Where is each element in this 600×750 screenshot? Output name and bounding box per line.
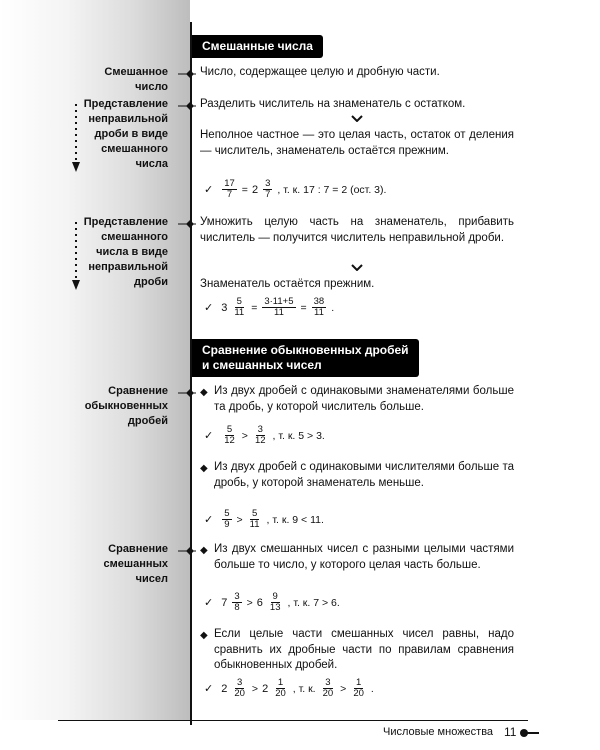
fraction: $\frac{5}{9}$ — [224, 508, 230, 530]
bullet-equal-whole: ◆ Если целые части смешанных чисел равны, надо сравнить их дробные части по правилам сравнения обыкновенных дробей. — [200, 628, 514, 671]
fraction: $\frac{17}{7}$ — [224, 178, 235, 200]
fraction: $\frac{5}{11}$ — [249, 508, 260, 530]
connector-diamond-icon — [178, 219, 196, 229]
fraction: $\frac{1}{20}$ — [353, 677, 364, 699]
dotted-arrow-icon — [72, 104, 80, 174]
section-header-mixed — [192, 35, 323, 58]
chevron-down-icon — [351, 264, 363, 271]
fraction: $\frac{38}{11}$ — [313, 296, 325, 318]
dotted-arrow-icon — [72, 222, 80, 292]
fraction: $\frac{3\cdot 11+5}{11}$ — [264, 296, 294, 318]
check-icon: ✓ — [204, 430, 214, 442]
rule-improper-detail: Неполное частное — это целая часть, остаток от деления — числитель, знаменатель остаётся прежним. — [200, 129, 514, 157]
fraction: $\frac{3}{8}$ — [234, 591, 240, 613]
diamond-bullet-icon: ◆ — [200, 387, 208, 398]
connector-diamond-icon — [178, 69, 196, 79]
check-icon: ✓ — [204, 514, 214, 526]
section-title: и смешанных чисел — [202, 358, 322, 372]
section-header-compare — [192, 339, 419, 377]
section-title: Смешанные числа — [202, 39, 313, 53]
label-compare-fractions: Сравнение обыкновенных дробей — [84, 385, 168, 427]
fraction: $\frac{5}{11}$ — [234, 296, 245, 318]
label-improper-to-mixed: Представление неправильной дроби в виде смешанного числа — [83, 98, 168, 170]
rule-mixed-to-improper-detail: Знаменатель остаётся прежним. — [200, 278, 375, 290]
diamond-bullet-icon: ◆ — [200, 630, 208, 641]
check-icon: ✓ — [204, 184, 214, 196]
diamond-bullet-icon: ◆ — [200, 545, 208, 556]
example-equal-whole: ✓ 2 $\frac{3}{20}$ > 2 $\frac{1}{20}$ , т. к. $\frac{3}{20}$ > $\frac{1}{20}$ . — [204, 677, 374, 699]
fraction: $\frac{3}{20}$ — [322, 677, 334, 699]
connector-diamond-icon — [178, 388, 196, 398]
bullet-same-denominator: ◆ Из двух дробей с одинаковыми знаменателями больше та дробь, у которой числитель больше. — [200, 385, 514, 413]
def-mixed-number: Число, содержащее целую и дробную части. — [200, 66, 440, 78]
page-number: 11 — [504, 725, 517, 739]
check-icon: ✓ — [204, 683, 214, 695]
rule-improper-to-mixed: Разделить числитель на знаменатель с остатком. — [200, 98, 466, 110]
footer-chapter-title: Числовые множества — [383, 726, 494, 738]
chevron-down-icon — [351, 115, 363, 122]
connector-diamond-icon — [178, 101, 196, 111]
rule-mixed-to-improper: Умножить целую часть на знаменатель, прибавить числитель — получится числитель неправильной дроби. — [200, 216, 514, 244]
bullet-same-numerator: ◆ Из двух дробей с одинаковыми числителями больше та дробь, у которой знаменатель меньше. — [200, 461, 514, 489]
diamond-bullet-icon: ◆ — [200, 463, 208, 474]
label-mixed-number: Смешанное число — [104, 66, 168, 93]
check-icon: ✓ — [204, 597, 214, 609]
section-title: Сравнение обыкновенных дробей — [202, 343, 409, 357]
fraction: $\frac{9}{13}$ — [269, 591, 281, 613]
fraction: $\frac{3}{7}$ — [265, 178, 271, 200]
connector-diamond-icon — [178, 546, 196, 556]
bullet-different-whole: ◆ Из двух смешанных чисел с разными целыми частями больше то число, у которого целая часть больше. — [200, 543, 514, 571]
footer-arrow-icon — [517, 728, 539, 738]
label-mixed-to-improper: Представление смешанного числа в виде неправильной дроби — [83, 216, 168, 288]
footer-rule — [58, 720, 528, 721]
example-different-whole: ✓ 7 $\frac{3}{8}$ > 6 $\frac{9}{13}$ , т. к. 7 > 6. — [204, 591, 340, 613]
example-same-numerator: ✓ $\frac{5}{9}$ > $\frac{5}{11}$ , т. к. 9 < 11. — [204, 508, 324, 530]
check-icon: ✓ — [204, 302, 214, 314]
example-same-denominator: ✓ $\frac{5}{12}$ > $\frac{3}{12}$ , т. к. 5 > 3. — [204, 424, 325, 446]
label-compare-mixed: Сравнение смешанных чисел — [103, 543, 168, 585]
fraction: $\frac{5}{12}$ — [224, 424, 235, 446]
fraction: $\frac{1}{20}$ — [275, 677, 286, 699]
example-mixed-to-improper: ✓ 3 $\frac{5}{11}$ = $\frac{3\cdot 11+5}{11}$ = $\frac{38}{11}$ . — [204, 296, 335, 318]
fraction: $\frac{3}{12}$ — [254, 424, 266, 446]
example-improper-to-mixed: ✓ $\frac{17}{7}$ = 2 $\frac{3}{7}$ , т. к. 17 : 7 = 2 (ост. 3). — [204, 178, 387, 200]
fraction: $\frac{3}{20}$ — [234, 677, 245, 699]
